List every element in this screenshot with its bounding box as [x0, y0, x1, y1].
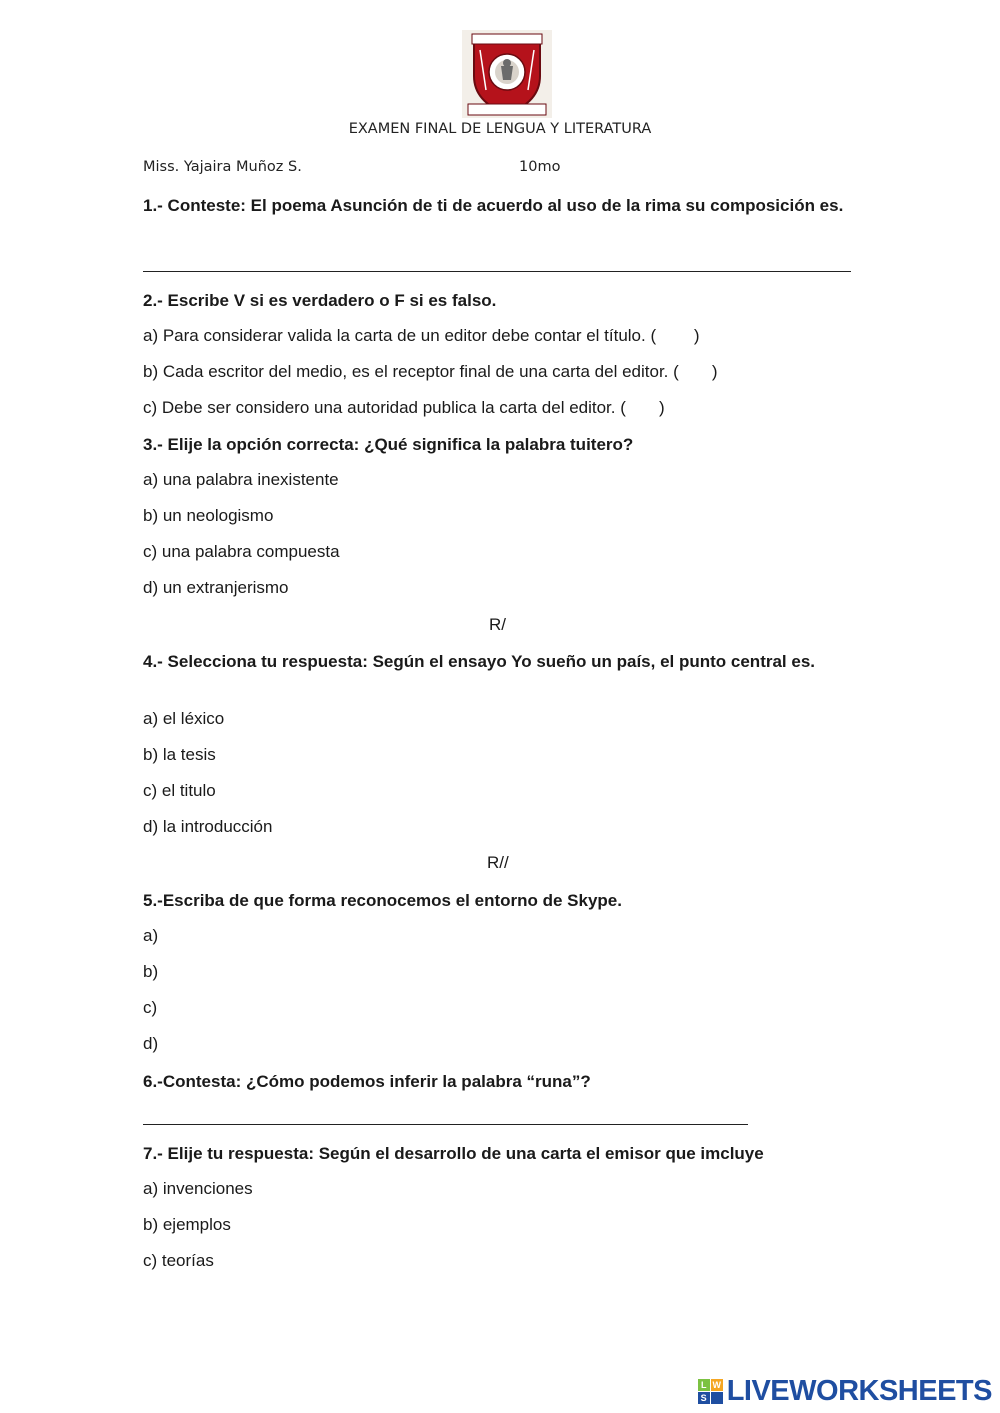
q7-option-a: a) invenciones [143, 1179, 253, 1198]
question-5: 5.-Escriba de que forma reconocemos el entorno de Skype. [143, 891, 622, 910]
liveworksheets-watermark [698, 1376, 992, 1406]
q3-answer-label: R/ [489, 615, 506, 634]
q7-option-c: c) teorías [143, 1251, 214, 1270]
q4-option-a: a) el léxico [143, 709, 225, 728]
q4-option-d: d) la introducción [143, 817, 273, 836]
question-4: 4.- Selecciona tu respuesta: Según el ensayo Yo sueño un país, el punto central es. [143, 652, 816, 671]
q5-option-d: d) [143, 1034, 159, 1053]
q5-option-b: b) [143, 962, 159, 981]
q7-option-b: b) ejemplos [143, 1215, 231, 1234]
teacher-name: Miss. Yajaira Muñoz S. [143, 159, 302, 175]
q2-item-a: a) Para considerar valida la carta de un editor debe contar el título. ( ) [143, 326, 700, 345]
question-6: 6.-Contesta: ¿Cómo podemos inferir la palabra “runa”? [143, 1072, 591, 1091]
question-3: 3.- Elije la opción correcta: ¿Qué significa la palabra tuitero? [143, 435, 634, 454]
school-logo [462, 30, 552, 118]
q5-option-c: c) [143, 998, 158, 1017]
liveworksheets-logo-icon: L W S [698, 1379, 723, 1404]
q2-item-c: c) Debe ser considero una autoridad publica la carta del editor. ( ) [143, 398, 665, 417]
q4-answer-label: R// [487, 853, 509, 872]
question-7: 7.- Elije tu respuesta: Según el desarrollo de una carta el emisor que imcluye [143, 1144, 764, 1163]
q4-option-c: c) el titulo [143, 781, 216, 800]
answer-line-1[interactable] [143, 271, 851, 272]
q2-item-b: b) Cada escritor del medio, es el receptor final de una carta del editor. ( ) [143, 362, 718, 381]
question-1: 1.- Conteste: El poema Asunción de ti de acuerdo al uso de la rima su composición es. [143, 196, 844, 215]
exam-title: EXAMEN FINAL DE LENGUA Y LITERATURA [348, 121, 652, 137]
q3-option-b: b) un neologismo [143, 506, 274, 525]
q3-option-a: a) una palabra inexistente [143, 470, 339, 489]
q4-option-b: b) la tesis [143, 745, 216, 764]
answer-line-6[interactable] [143, 1124, 748, 1125]
q5-option-a: a) [143, 926, 159, 945]
liveworksheets-text: LIVEWORKSHEETS [726, 1374, 992, 1407]
q3-option-d: d) un extranjerismo [143, 578, 289, 597]
question-2: 2.- Escribe V si es verdadero o F si es falso. [143, 291, 497, 310]
grade-label: 10mo [519, 159, 561, 175]
q3-option-c: c) una palabra compuesta [143, 542, 340, 561]
